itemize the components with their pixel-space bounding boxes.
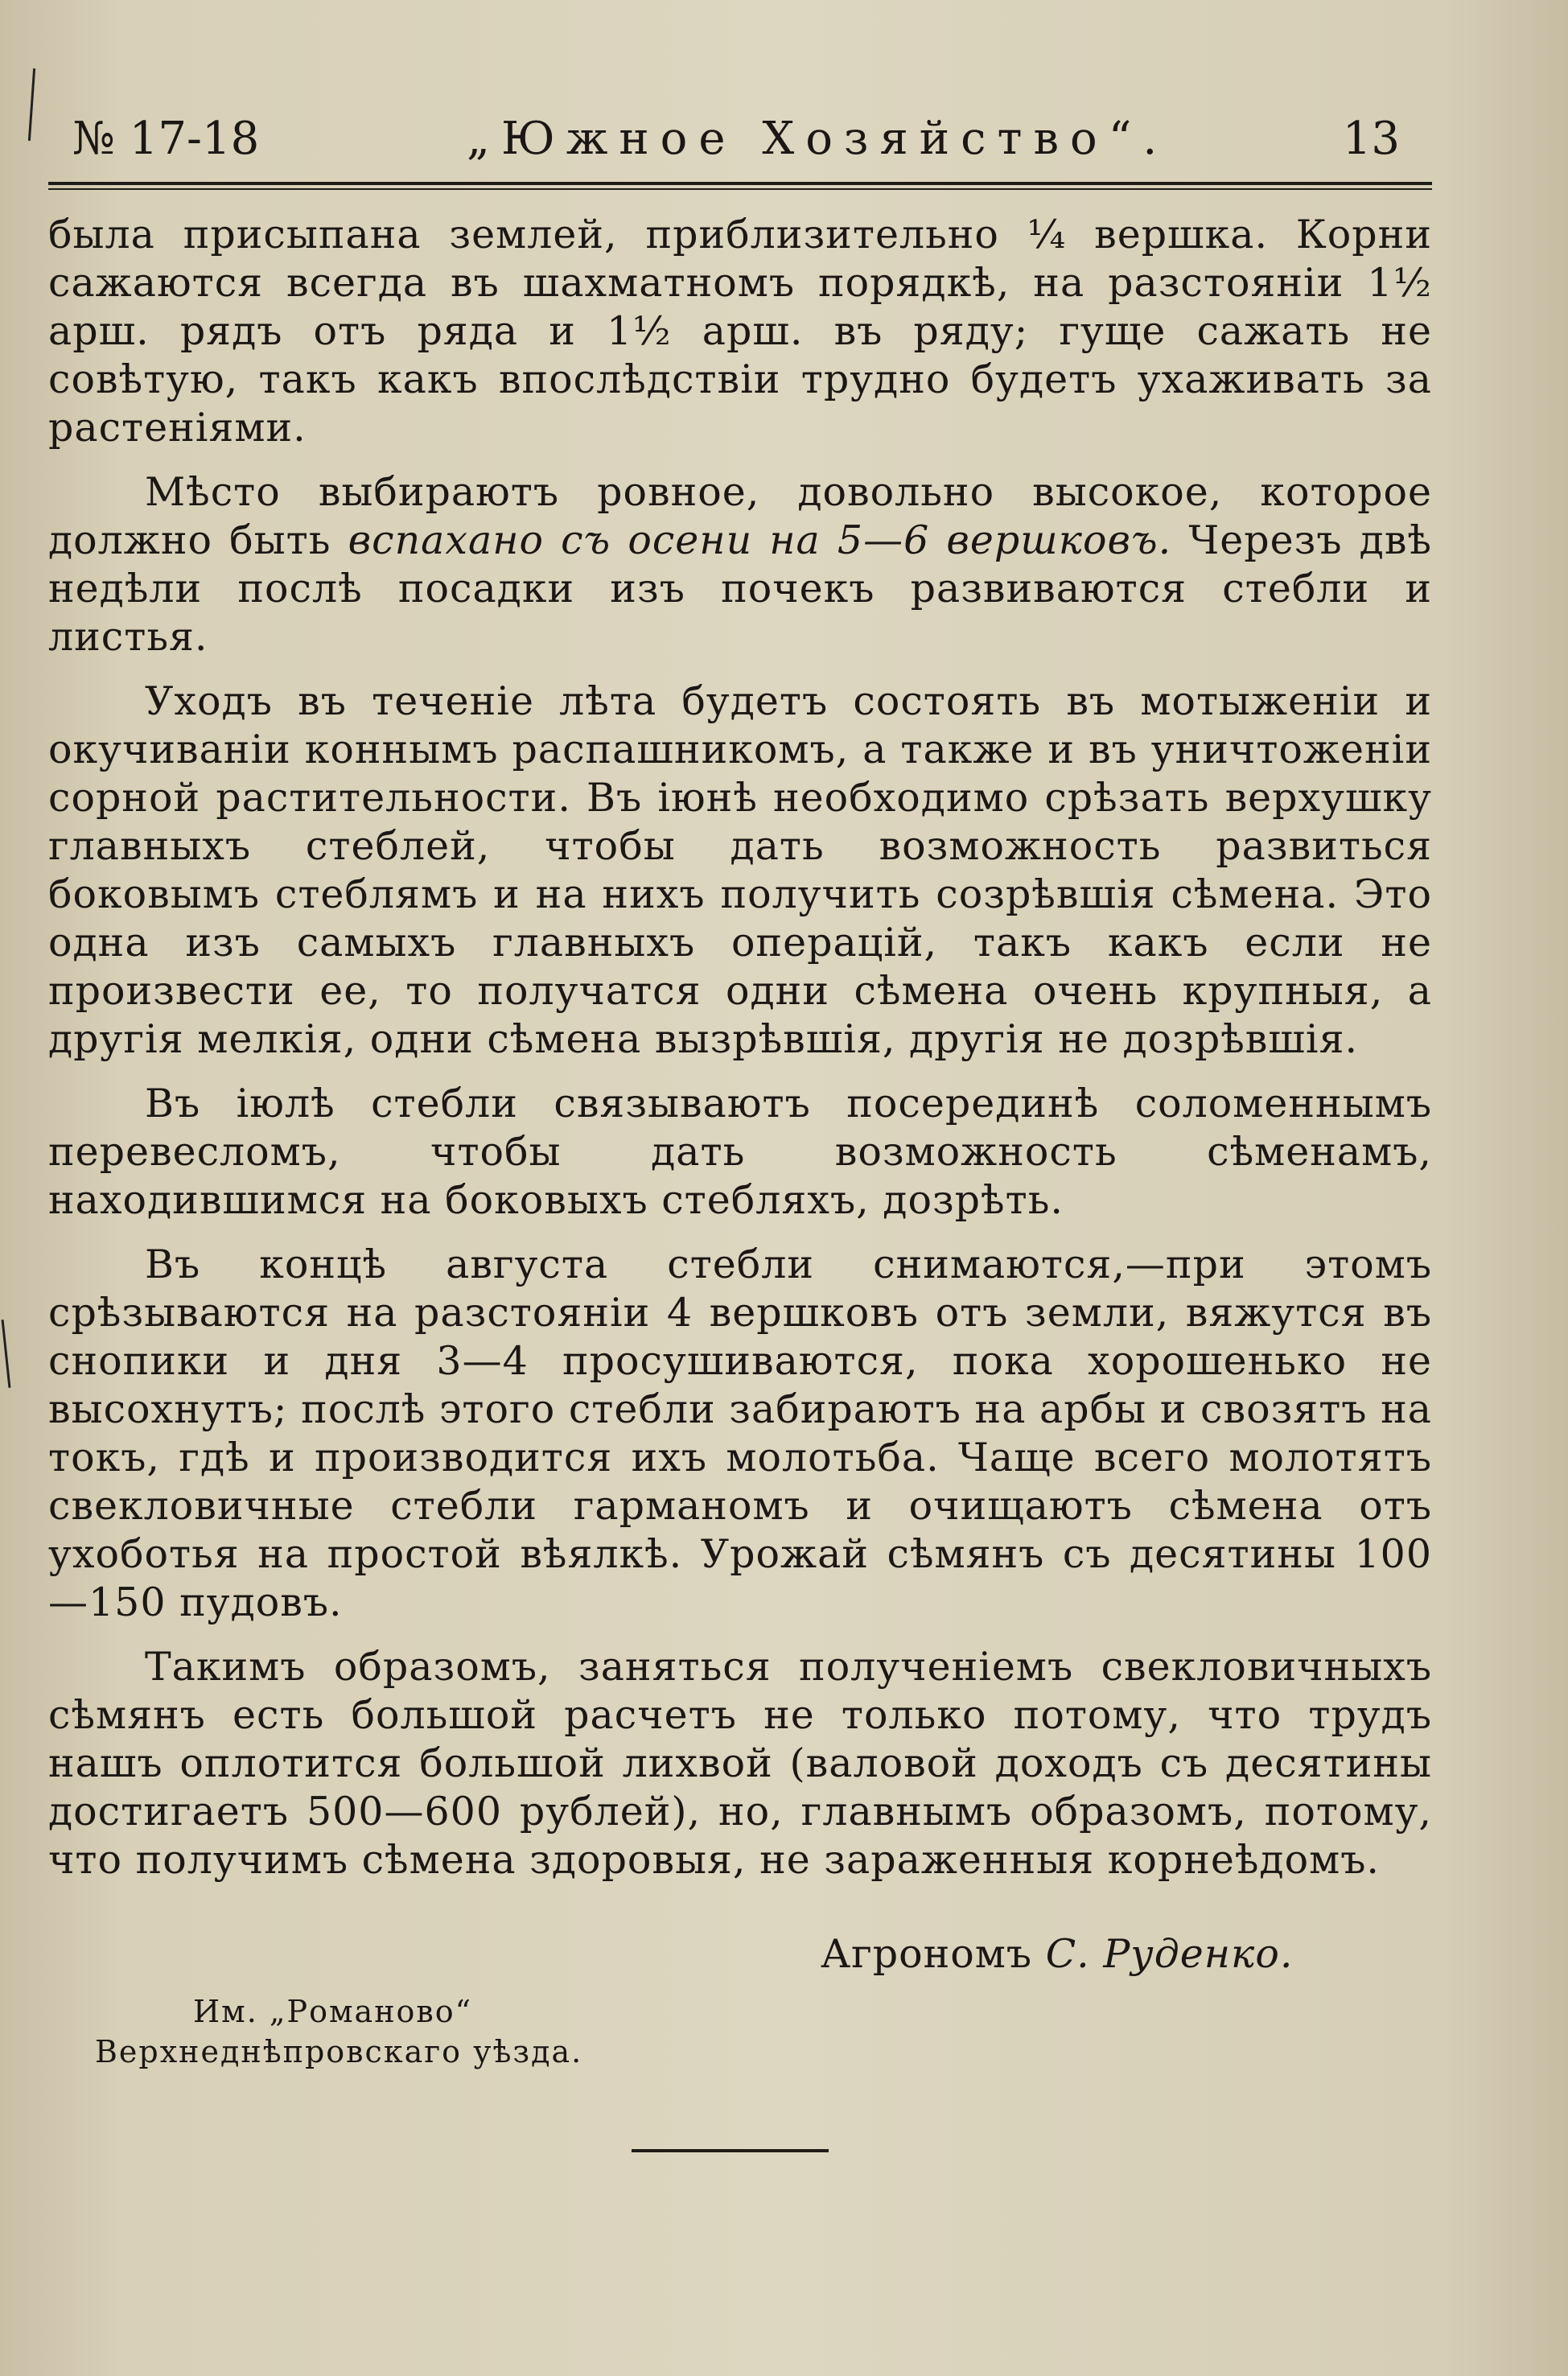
paragraph-2-start: Мѣсто выбираютъ ровное, довольно высокое, которое должно быть [48,469,1432,563]
paragraph-4: Въ іюлѣ стебли связываютъ посерединѣ соломеннымъ перевесломъ, чтобы дать возможность сѣменамъ, находившимся на боковыхъ стебляхъ, дозрѣть. [48,1081,1432,1223]
margin-mark-top [28,68,35,141]
estate-district: Верхнеднѣпровскаго уѣзда. [95,2034,583,2069]
paragraph-5: Въ концѣ августа стебли снимаются,—при этомъ срѣзываются на разстояніи 4 вершковъ отъ земли, вяжутся въ снопики и дня 3—4 просушиваются, пока хорошенько не высохнутъ; послѣ этого стебли забираютъ на арбы и свозятъ на токъ, гдѣ и производится ихъ молотьба. Чаще всего молотятъ свекловичные стебли гарманомъ и очищаютъ сѣмена отъ ухоботья на простой вѣялкѣ. Урожай сѣмянъ съ десятины 100—150 пудовъ. [48,1242,1432,1625]
margin-mark-middle [2,1320,11,1388]
issue-number: № 17-18 [72,113,260,165]
article-body [48,211,1432,1900]
header-rule-thin [48,188,1432,190]
estate-name: Им. „Романово“ [193,1994,473,2029]
journal-title: „Южное Хозяйство“. [467,113,1169,165]
paragraph-3: Уходъ въ теченіе лѣта будетъ состоять въ мотыженіи и окучиваніи коннымъ распашникомъ, а также и въ уничтоженіи сорной растительности. Въ іюнѣ необходимо срѣзать верхушку главныхъ стеблей, чтобы дать возможность развиться боковымъ стеблямъ и на нихъ получить созрѣвшія сѣмена. Это одна изъ самыхъ главныхъ операцій, такъ какъ если не произвести ее, то получатся одни сѣмена очень крупныя, а другія мелкія, одни сѣмена вызрѣвшія, другія не дозрѣвшія. [48,678,1432,1062]
author-title: Агрономъ [821,1931,1033,1977]
paragraph-2 [48,468,1432,661]
paragraph-2-emphasis: вспахано съ осени на 5—6 вершковъ. [348,517,1172,563]
paragraph-6: Такимъ образомъ, заняться полученіемъ свекловичныхъ сѣмянъ есть большой расчетъ не только потому, что трудъ нашъ оплотится большой лихвой (валовой доходъ съ десятины достигаетъ 500—600 рублей), но, главнымъ образомъ, потому, что получимъ сѣмена здоровыя, не зараженныя корнеѣдомъ. [48,1644,1432,1883]
paragraph-2-end: Черезъ двѣ недѣли послѣ посадки изъ почекъ развиваются стебли и листья. [48,517,1432,660]
paragraph-1: была присыпана землей, приблизительно ¼ вершка. Корни сажаются всегда въ шахматномъ порядкѣ, на разстояніи 1½ арш. рядъ отъ ряда и 1½ арш. въ ряду; гуще сажать не совѣтую, такъ какъ впослѣдствіи трудно будетъ ухаживать за растеніями. [48,212,1432,451]
header-rule-thick [48,182,1432,185]
end-of-article-rule [632,2149,829,2152]
running-header [72,113,1432,177]
author-name: С. Руденко. [1045,1931,1294,1977]
page-number: 13 [1342,113,1400,165]
author-signature [821,1931,1293,1977]
